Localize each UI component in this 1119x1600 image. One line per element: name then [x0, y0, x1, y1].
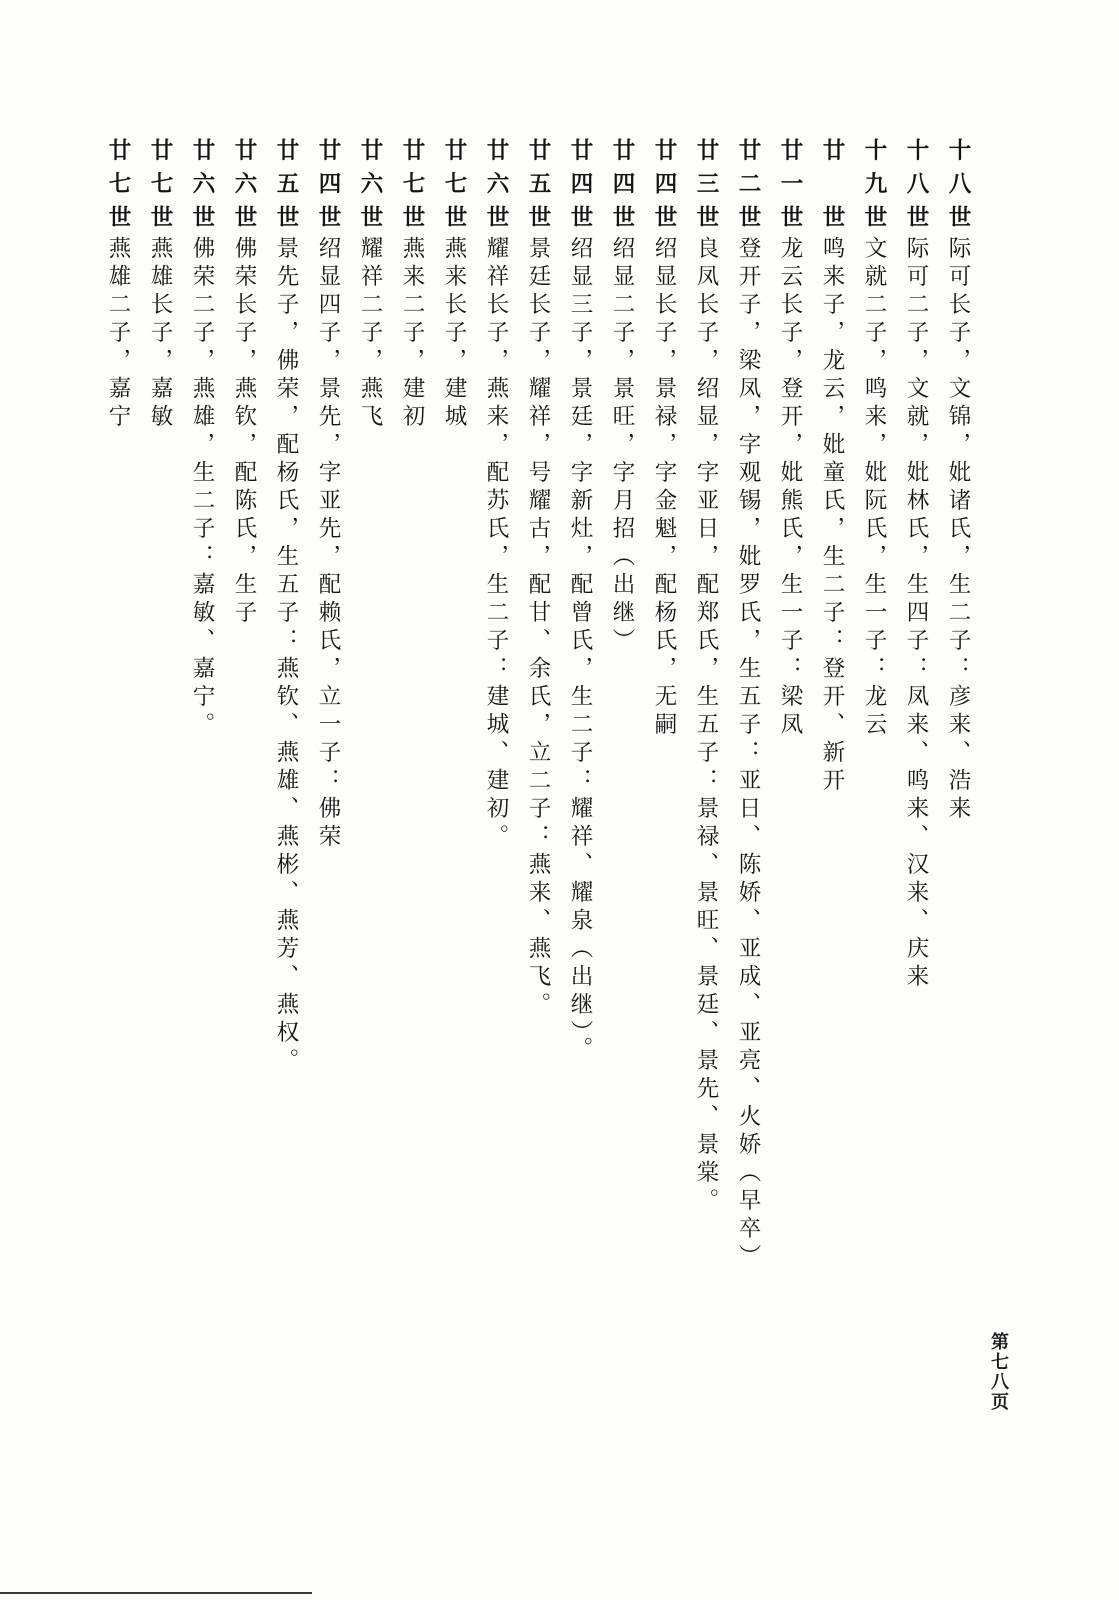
entry-text: 绍显三子，景廷，字新灶，配曾氏，生二子：耀祥、耀泉（出继）。 — [567, 236, 593, 1065]
entry-text: 文就二子，鸣来，妣阮氏，生一子：龙云 — [861, 236, 887, 740]
generation-label: 廿五世 — [525, 138, 551, 230]
genealogy-entry — [521, 138, 555, 1020]
generation-label: 十九世 — [861, 138, 887, 230]
generation-label: 廿七世 — [441, 138, 467, 230]
genealogy-entry — [731, 138, 765, 1272]
genealogy-entry — [773, 138, 807, 740]
genealogy-entry — [395, 138, 429, 432]
page-number: 第七八页 — [988, 1332, 1009, 1412]
generation-label: 廿七世 — [399, 138, 425, 230]
generation-label: 廿二世 — [735, 138, 761, 230]
genealogy-entry — [647, 138, 681, 740]
entry-text: 佛荣长子，燕钦，配陈氏，生子 — [231, 236, 257, 628]
generation-label: 廿六世 — [357, 138, 383, 230]
entry-text: 绍显长子，景禄，字金魁，配杨氏，无嗣 — [651, 236, 677, 740]
entry-text: 燕来二子，建初 — [399, 236, 425, 432]
entry-text: 佛荣二子，燕雄，生二子：嘉敏、嘉宁。 — [189, 236, 215, 740]
entry-text: 耀祥长子，燕来，配苏氏，生二子：建城、建初。 — [483, 236, 509, 852]
generation-label: 廿 世 — [819, 138, 845, 230]
generation-label: 廿七世 — [147, 138, 173, 230]
genealogy-entry — [605, 138, 639, 656]
genealogy-entry — [563, 138, 597, 1065]
genealogy-entry — [353, 138, 387, 432]
genealogy-entry — [689, 138, 723, 1216]
bottom-rule — [0, 1592, 312, 1594]
genealogy-entry — [857, 138, 891, 740]
generation-label: 廿一世 — [777, 138, 803, 230]
entry-text: 登开子，梁凤，字观锡，妣罗氏，生五子：亚日、陈娇、亚成、亚亮、火娇（早卒） — [735, 236, 761, 1272]
entry-text: 际可长子，文锦，妣诸氏，生二子：彦来、浩来 — [945, 236, 971, 824]
generation-label: 廿七世 — [105, 138, 131, 230]
genealogy-text-body — [95, 138, 995, 1318]
genealogy-entry — [269, 138, 303, 1076]
genealogy-entry — [311, 138, 345, 852]
entry-text: 龙云长子，登开，妣熊氏，生一子：梁凤 — [777, 236, 803, 740]
generation-label: 廿四世 — [315, 138, 341, 230]
entry-text: 鸣来子，龙云，妣童氏，生二子：登开、新开 — [819, 236, 845, 796]
generation-label: 十八世 — [903, 138, 929, 230]
generation-label: 廿四世 — [567, 138, 593, 230]
entry-text: 燕雄二子，嘉宁 — [105, 236, 131, 432]
entry-text: 燕雄长子，嘉敏 — [147, 236, 173, 432]
generation-label: 廿六世 — [483, 138, 509, 230]
generation-label: 十八世 — [945, 138, 971, 230]
genealogy-entry — [941, 138, 975, 824]
generation-label: 廿六世 — [189, 138, 215, 230]
entry-text: 景廷长子，耀祥，号耀古，配甘、余氏，立二子：燕来、燕飞。 — [525, 236, 551, 1020]
entry-text: 良凤长子，绍显，字亚日，配郑氏，生五子：景禄、景旺、景廷、景先、景棠。 — [693, 236, 719, 1216]
generation-label: 廿四世 — [651, 138, 677, 230]
genealogy-entry — [227, 138, 261, 628]
entry-text: 景先子，佛荣，配杨氏，生五子：燕钦、燕雄、燕彬、燕芳、燕权。 — [273, 236, 299, 1076]
generation-label: 廿六世 — [231, 138, 257, 230]
entry-text: 绍显四子，景先，字亚先，配赖氏，立一子：佛荣 — [315, 236, 341, 852]
generation-label: 廿五世 — [273, 138, 299, 230]
generation-label: 廿三世 — [693, 138, 719, 230]
genealogy-entry — [479, 138, 513, 852]
entry-text: 耀祥二子，燕飞 — [357, 236, 383, 432]
entry-text: 燕来长子，建城 — [441, 236, 467, 432]
entry-text: 绍显二子，景旺，字月招（出继） — [609, 236, 635, 656]
genealogy-entry — [899, 138, 933, 992]
genealogy-entry — [101, 138, 135, 432]
genealogy-entry — [815, 138, 849, 796]
genealogy-entry — [185, 138, 219, 740]
genealogy-entry — [143, 138, 177, 432]
entry-text: 际可二子，文就，妣林氏，生四子：凤来、鸣来、汉来、庆来 — [903, 236, 929, 992]
generation-label: 廿四世 — [609, 138, 635, 230]
genealogy-entry — [437, 138, 471, 432]
